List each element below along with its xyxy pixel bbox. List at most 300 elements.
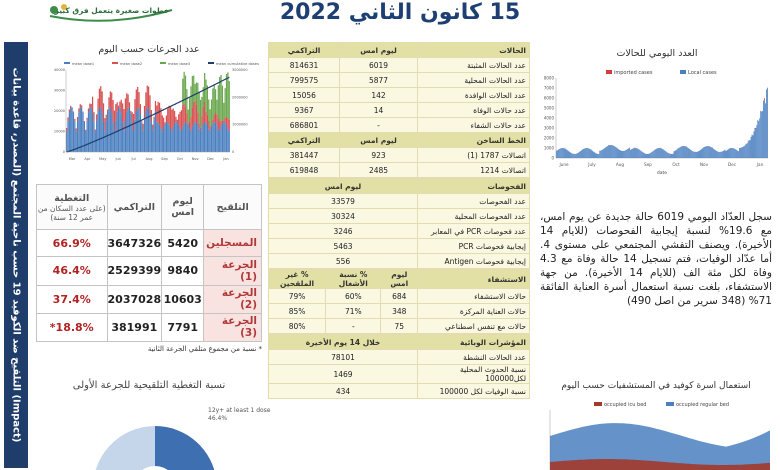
cell-value: 80% bbox=[269, 319, 326, 334]
dose-bar bbox=[92, 113, 93, 152]
dose-bar bbox=[200, 131, 201, 152]
dose-bar bbox=[91, 104, 92, 108]
row-label: إيجابية فحوصات PCR bbox=[418, 239, 530, 254]
cell-value: 799575 bbox=[269, 73, 340, 88]
dose-bar bbox=[223, 122, 224, 152]
dose-bar bbox=[141, 121, 142, 123]
case-bar bbox=[561, 148, 562, 158]
dose-bar bbox=[138, 108, 139, 152]
case-bar bbox=[603, 149, 604, 158]
case-bar bbox=[569, 152, 570, 158]
pie-slice-label: 12y+ at least 1 dose bbox=[208, 407, 271, 414]
dose-bar bbox=[211, 99, 212, 126]
x-tick-label: Sep bbox=[644, 162, 652, 167]
dose-bar bbox=[199, 92, 200, 124]
table-row bbox=[269, 224, 530, 239]
case-bar bbox=[567, 150, 568, 158]
x-tick-label: Mar bbox=[68, 157, 76, 161]
table-row bbox=[37, 285, 262, 313]
dose-bar bbox=[200, 128, 201, 131]
case-bar bbox=[685, 146, 686, 158]
dose-bar bbox=[152, 130, 153, 152]
dose-bar bbox=[69, 109, 70, 112]
dose-bar bbox=[148, 87, 149, 109]
case-bar bbox=[734, 149, 735, 158]
row-label: عدد حالات الشفاء bbox=[418, 118, 530, 133]
case-bar bbox=[714, 149, 715, 158]
cases-chart-title: العدد اليومي للحالات bbox=[616, 48, 698, 59]
y2-tick-label: 2000000 bbox=[232, 95, 248, 100]
dose-bar bbox=[226, 125, 227, 152]
case-bar bbox=[595, 153, 596, 158]
case-bar bbox=[745, 145, 746, 158]
y2-tick-label: 0 bbox=[232, 150, 235, 154]
case-bar bbox=[596, 153, 597, 158]
case-bar bbox=[646, 154, 647, 158]
dose-bar bbox=[108, 107, 109, 152]
dose-bar bbox=[186, 123, 187, 152]
case-bar bbox=[605, 147, 606, 158]
dose-bar bbox=[179, 129, 180, 152]
row-label: حالات العناية المركزة bbox=[418, 304, 530, 319]
case-bar bbox=[711, 147, 712, 158]
dose-bar bbox=[216, 100, 217, 114]
dose-bar bbox=[218, 85, 219, 118]
case-bar bbox=[624, 151, 625, 158]
legend-label: occupied icu bed bbox=[604, 402, 647, 408]
x-tick-label: Dec bbox=[207, 157, 214, 161]
dose-bar bbox=[200, 100, 201, 128]
dose-bar bbox=[182, 127, 183, 152]
y2-tick-label: 1000000 bbox=[232, 122, 248, 127]
dose-bar bbox=[193, 76, 194, 102]
case-bar bbox=[708, 146, 709, 158]
dose-bar bbox=[207, 115, 208, 125]
cell-value: 78101 bbox=[269, 350, 418, 365]
dose-bar bbox=[153, 117, 154, 120]
x-tick-label: Oct bbox=[176, 157, 183, 161]
hosp-header-occupancy: % نسبة الأشغال bbox=[326, 270, 381, 289]
case-bar bbox=[759, 118, 760, 158]
dose-bar bbox=[134, 99, 135, 120]
cell-value: 2485 bbox=[340, 163, 418, 178]
table-row bbox=[269, 254, 530, 269]
dose-bar bbox=[110, 108, 111, 152]
case-bar bbox=[615, 147, 616, 158]
dose-bar bbox=[203, 123, 204, 152]
case-bar bbox=[613, 146, 614, 158]
dose-bar bbox=[156, 122, 157, 152]
case-bar bbox=[763, 101, 764, 158]
dose-bar bbox=[78, 108, 79, 112]
dose-bar bbox=[199, 129, 200, 152]
dose-bar bbox=[77, 121, 78, 152]
case-bar bbox=[571, 153, 572, 158]
case-bar bbox=[611, 145, 612, 158]
case-bar bbox=[594, 152, 595, 158]
case-bar bbox=[724, 150, 725, 158]
dose-bar bbox=[181, 110, 182, 131]
dose-bar bbox=[227, 119, 228, 129]
dose-bar bbox=[186, 89, 187, 113]
case-bar bbox=[582, 150, 583, 158]
cell-value: 6019 bbox=[340, 58, 418, 73]
dose-bar bbox=[99, 107, 100, 152]
x-tick-label: Nov bbox=[191, 157, 199, 161]
cell-value: 381447 bbox=[269, 148, 340, 163]
case-bar bbox=[731, 148, 732, 158]
case-bar bbox=[612, 145, 613, 158]
case-bar bbox=[655, 149, 656, 158]
case-bar bbox=[737, 151, 738, 158]
case-bar bbox=[703, 147, 704, 158]
dose-bar bbox=[70, 108, 71, 152]
case-bar bbox=[671, 154, 672, 158]
case-bar bbox=[698, 151, 699, 158]
dose-bar bbox=[92, 97, 93, 113]
dose-bar bbox=[222, 86, 223, 121]
case-bar bbox=[675, 150, 676, 158]
case-bar bbox=[633, 148, 634, 158]
dose-bar bbox=[111, 92, 112, 113]
dose-bar bbox=[194, 122, 195, 152]
case-bar bbox=[649, 153, 650, 158]
dose-bar bbox=[85, 132, 86, 152]
case-bar bbox=[621, 151, 622, 158]
case-bar bbox=[667, 152, 668, 158]
dose-bar bbox=[151, 110, 152, 123]
case-bar bbox=[618, 149, 619, 158]
dose-bar bbox=[73, 111, 74, 112]
dose-bar bbox=[208, 99, 209, 121]
dose-bar bbox=[153, 119, 154, 152]
case-bar bbox=[639, 150, 640, 158]
dose-bar bbox=[100, 108, 101, 152]
dose-bar bbox=[222, 123, 223, 152]
cell-value: 619848 bbox=[269, 163, 340, 178]
case-bar bbox=[593, 151, 594, 158]
dose-bar bbox=[194, 84, 195, 101]
dose-bar bbox=[122, 122, 123, 152]
case-bar bbox=[723, 151, 724, 158]
case-bar bbox=[722, 151, 723, 158]
case-bar bbox=[602, 150, 603, 158]
dose-bar bbox=[212, 88, 213, 120]
cell-value: 79% bbox=[269, 289, 326, 304]
case-bar bbox=[716, 151, 717, 158]
case-bar bbox=[642, 152, 643, 158]
dose-bar bbox=[188, 125, 189, 152]
dose-bar bbox=[170, 107, 171, 129]
dose-bar bbox=[126, 112, 127, 152]
dose-bar bbox=[145, 92, 146, 111]
legend-swatch bbox=[64, 62, 70, 64]
dose-bar bbox=[212, 123, 213, 152]
dose-bar bbox=[169, 125, 170, 152]
dose-bar bbox=[185, 106, 186, 122]
case-bar bbox=[683, 146, 684, 158]
case-bar bbox=[634, 148, 635, 158]
case-bar bbox=[601, 150, 602, 158]
row-label: عدد فحوصات PCR في المعابر bbox=[418, 224, 530, 239]
legend-swatch bbox=[680, 70, 686, 74]
imported-bar bbox=[755, 128, 756, 129]
dose-bar bbox=[218, 129, 219, 152]
table-row bbox=[37, 230, 262, 257]
dose-bar bbox=[184, 103, 185, 123]
y-tick-label: 5000 bbox=[543, 105, 554, 111]
case-bar bbox=[640, 150, 641, 158]
case-bar bbox=[673, 154, 674, 158]
case-bar bbox=[644, 153, 645, 158]
dose-bar bbox=[226, 117, 227, 125]
x-tick-label: Dec bbox=[727, 162, 737, 167]
legend-label: Local cases bbox=[688, 70, 717, 76]
case-bar bbox=[556, 151, 557, 158]
case-bar bbox=[607, 146, 608, 158]
case-bar bbox=[632, 149, 633, 158]
case-bar bbox=[653, 151, 654, 158]
dose-bar bbox=[220, 126, 221, 152]
dose-bar bbox=[189, 122, 190, 129]
dose-bar bbox=[175, 117, 176, 122]
table-row bbox=[269, 239, 530, 254]
y-tick-label: 20000 bbox=[53, 109, 65, 113]
hospitalization-table bbox=[268, 269, 530, 334]
case-bar bbox=[686, 147, 687, 158]
case-bar bbox=[691, 150, 692, 158]
dose-bar bbox=[192, 76, 193, 108]
case-bar bbox=[713, 149, 714, 158]
row-label: عدد الحالات المثبتة bbox=[418, 58, 530, 73]
dose-bar bbox=[121, 100, 122, 114]
pie-slice-covered bbox=[155, 426, 217, 470]
case-bar bbox=[654, 150, 655, 158]
dose-bar bbox=[189, 98, 190, 122]
case-bar bbox=[728, 149, 729, 158]
dose-bar bbox=[140, 104, 141, 113]
case-bar bbox=[743, 146, 744, 158]
dose-bar bbox=[125, 120, 126, 152]
table-row bbox=[269, 58, 530, 73]
case-bar bbox=[717, 151, 718, 158]
case-bar bbox=[606, 147, 607, 158]
y-tick-label: 10000 bbox=[53, 129, 65, 134]
dose-bar bbox=[211, 126, 212, 127]
case-bar bbox=[738, 151, 739, 158]
cell-value: - bbox=[326, 319, 381, 334]
case-bar bbox=[589, 149, 590, 158]
dose-bar bbox=[205, 123, 206, 152]
dose-bar bbox=[114, 111, 115, 131]
case-bar bbox=[569, 151, 570, 158]
dose-bar bbox=[219, 122, 220, 131]
case-bar bbox=[741, 148, 742, 158]
cell-value: 15056 bbox=[269, 88, 340, 103]
dose-bar bbox=[129, 108, 130, 152]
imported-bar bbox=[764, 98, 765, 100]
x-tick-label: May bbox=[99, 157, 107, 161]
case-bar bbox=[608, 146, 609, 158]
case-bar bbox=[652, 151, 653, 158]
cell-value: 684 bbox=[381, 289, 418, 304]
dose-bar bbox=[192, 127, 193, 152]
case-bar bbox=[631, 149, 632, 158]
row-label: الجرعة (1) bbox=[204, 257, 262, 285]
case-bar bbox=[680, 147, 681, 158]
hotline-header-cumulative: التراكمي bbox=[269, 133, 340, 148]
dose-bar bbox=[166, 122, 167, 152]
case-bar bbox=[696, 152, 697, 158]
case-bar bbox=[718, 152, 719, 158]
dose-bar bbox=[184, 124, 185, 152]
dose-bar bbox=[210, 109, 211, 126]
vertical-band-text: (Impact) التلقيح ضد الكوفيد 19 حسب ناحية المجتمع (المصدر، قاعدة بيانات bbox=[10, 67, 22, 443]
dose-bar bbox=[177, 123, 178, 152]
case-bar bbox=[752, 135, 753, 158]
case-bar bbox=[732, 148, 733, 158]
dose-bar bbox=[140, 114, 141, 152]
dose-bar bbox=[128, 94, 129, 107]
x-tick-label: July bbox=[588, 162, 596, 167]
dose-bar bbox=[189, 129, 190, 152]
case-bar bbox=[641, 151, 642, 158]
dose-bar bbox=[162, 131, 163, 152]
cell-value: - bbox=[340, 118, 418, 133]
cell-value: 434 bbox=[269, 384, 418, 399]
dose-bar bbox=[81, 108, 82, 152]
dose-bar bbox=[87, 118, 88, 121]
row-label: حالات الاستشفاء bbox=[418, 289, 530, 304]
dose-bar bbox=[97, 99, 98, 112]
dose-bar bbox=[130, 113, 131, 152]
dose-bar bbox=[164, 122, 165, 123]
case-bar bbox=[620, 150, 621, 158]
table-row bbox=[269, 163, 530, 178]
hotline-header-yesterday: ليوم امس bbox=[340, 133, 418, 148]
case-bar bbox=[700, 150, 701, 158]
case-bar bbox=[750, 140, 751, 158]
case-bar bbox=[754, 131, 755, 158]
cell-yesterday: 9840 bbox=[162, 257, 204, 285]
case-bar bbox=[609, 145, 610, 158]
dose-bar bbox=[201, 127, 202, 152]
table-row bbox=[269, 73, 530, 88]
cell-value: 71% bbox=[326, 304, 381, 319]
case-bar bbox=[675, 151, 676, 158]
dose-bar bbox=[185, 122, 186, 152]
cell-value: 5877 bbox=[340, 73, 418, 88]
case-bar bbox=[699, 151, 700, 158]
dose-bar bbox=[204, 101, 205, 122]
dose-bar bbox=[210, 126, 211, 130]
case-bar bbox=[566, 149, 567, 158]
dose-bar bbox=[225, 123, 226, 152]
table-row bbox=[269, 289, 530, 304]
case-bar bbox=[591, 150, 592, 158]
case-bar bbox=[649, 154, 650, 158]
dose-bar bbox=[162, 115, 163, 131]
case-bar bbox=[690, 150, 691, 158]
dose-bar bbox=[147, 86, 148, 108]
dose-bar bbox=[182, 105, 183, 127]
case-bar bbox=[559, 149, 560, 158]
dose-bar bbox=[74, 121, 75, 152]
dose-bar bbox=[103, 103, 104, 122]
vaccination-table bbox=[36, 184, 262, 342]
case-bar bbox=[720, 152, 721, 158]
case-bar bbox=[742, 147, 743, 158]
case-bar bbox=[664, 150, 665, 158]
hosp-header-label: الاستشفاء bbox=[418, 270, 530, 289]
cell-value: 5463 bbox=[269, 239, 418, 254]
table-row bbox=[269, 88, 530, 103]
x-tick-label: Sep bbox=[161, 157, 168, 161]
legend-swatch bbox=[666, 402, 674, 406]
dose-bar bbox=[196, 123, 197, 152]
dose-bar bbox=[134, 120, 135, 152]
case-bar bbox=[638, 149, 639, 158]
dose-bar bbox=[132, 112, 133, 122]
case-bar bbox=[650, 153, 651, 158]
x-tick-label: Jul bbox=[131, 157, 136, 161]
dose-bar bbox=[207, 85, 208, 114]
case-bar bbox=[721, 152, 722, 158]
case-bar bbox=[659, 148, 660, 158]
pie-slice-value: 46.4% bbox=[208, 415, 228, 422]
dose-bar bbox=[190, 117, 191, 131]
case-bar bbox=[585, 148, 586, 158]
case-bar bbox=[689, 149, 690, 158]
case-bar bbox=[728, 150, 729, 158]
case-bar bbox=[704, 147, 705, 158]
case-bar bbox=[623, 151, 624, 158]
case-bar bbox=[755, 128, 756, 158]
case-bar bbox=[677, 149, 678, 158]
cell-value: 923 bbox=[340, 148, 418, 163]
dose-bar bbox=[126, 93, 127, 111]
case-bar bbox=[706, 146, 707, 158]
header-coverage-sub: (على عدد السكان من عمر 12 سنة) bbox=[37, 203, 106, 222]
dose-bar bbox=[122, 103, 123, 122]
row-label: المسجلين bbox=[204, 230, 262, 257]
legend-swatch bbox=[606, 70, 612, 74]
dose-bar bbox=[210, 131, 211, 152]
dose-bar bbox=[144, 120, 145, 152]
header-coverage: التغطية (على عدد السكان من عمر 12 سنة) bbox=[37, 185, 108, 230]
case-bar bbox=[630, 150, 631, 158]
dose-bar bbox=[174, 111, 175, 124]
row-label: عدد الفحوصات bbox=[418, 194, 530, 209]
dose-bar bbox=[89, 108, 90, 152]
logo-text: خطوات صغيرة يتعمل فرق كبير bbox=[54, 6, 170, 15]
dose-bar bbox=[185, 76, 186, 107]
dose-bar bbox=[81, 105, 82, 107]
cell-value: 348 bbox=[381, 304, 418, 319]
dose-bar bbox=[73, 113, 74, 152]
dose-bar bbox=[214, 122, 215, 152]
table-row bbox=[269, 384, 530, 399]
legend-label: imported cases bbox=[614, 70, 653, 76]
x-tick-label: Jan bbox=[223, 157, 229, 161]
case-bar bbox=[637, 148, 638, 158]
dose-bar bbox=[93, 112, 94, 122]
legend-swatch bbox=[208, 62, 214, 64]
dose-bar bbox=[225, 117, 226, 122]
row-label: عدد حالات الوفاة bbox=[418, 103, 530, 118]
cell-cumulative: 2037028 bbox=[107, 285, 162, 313]
dose-bar bbox=[227, 129, 228, 152]
